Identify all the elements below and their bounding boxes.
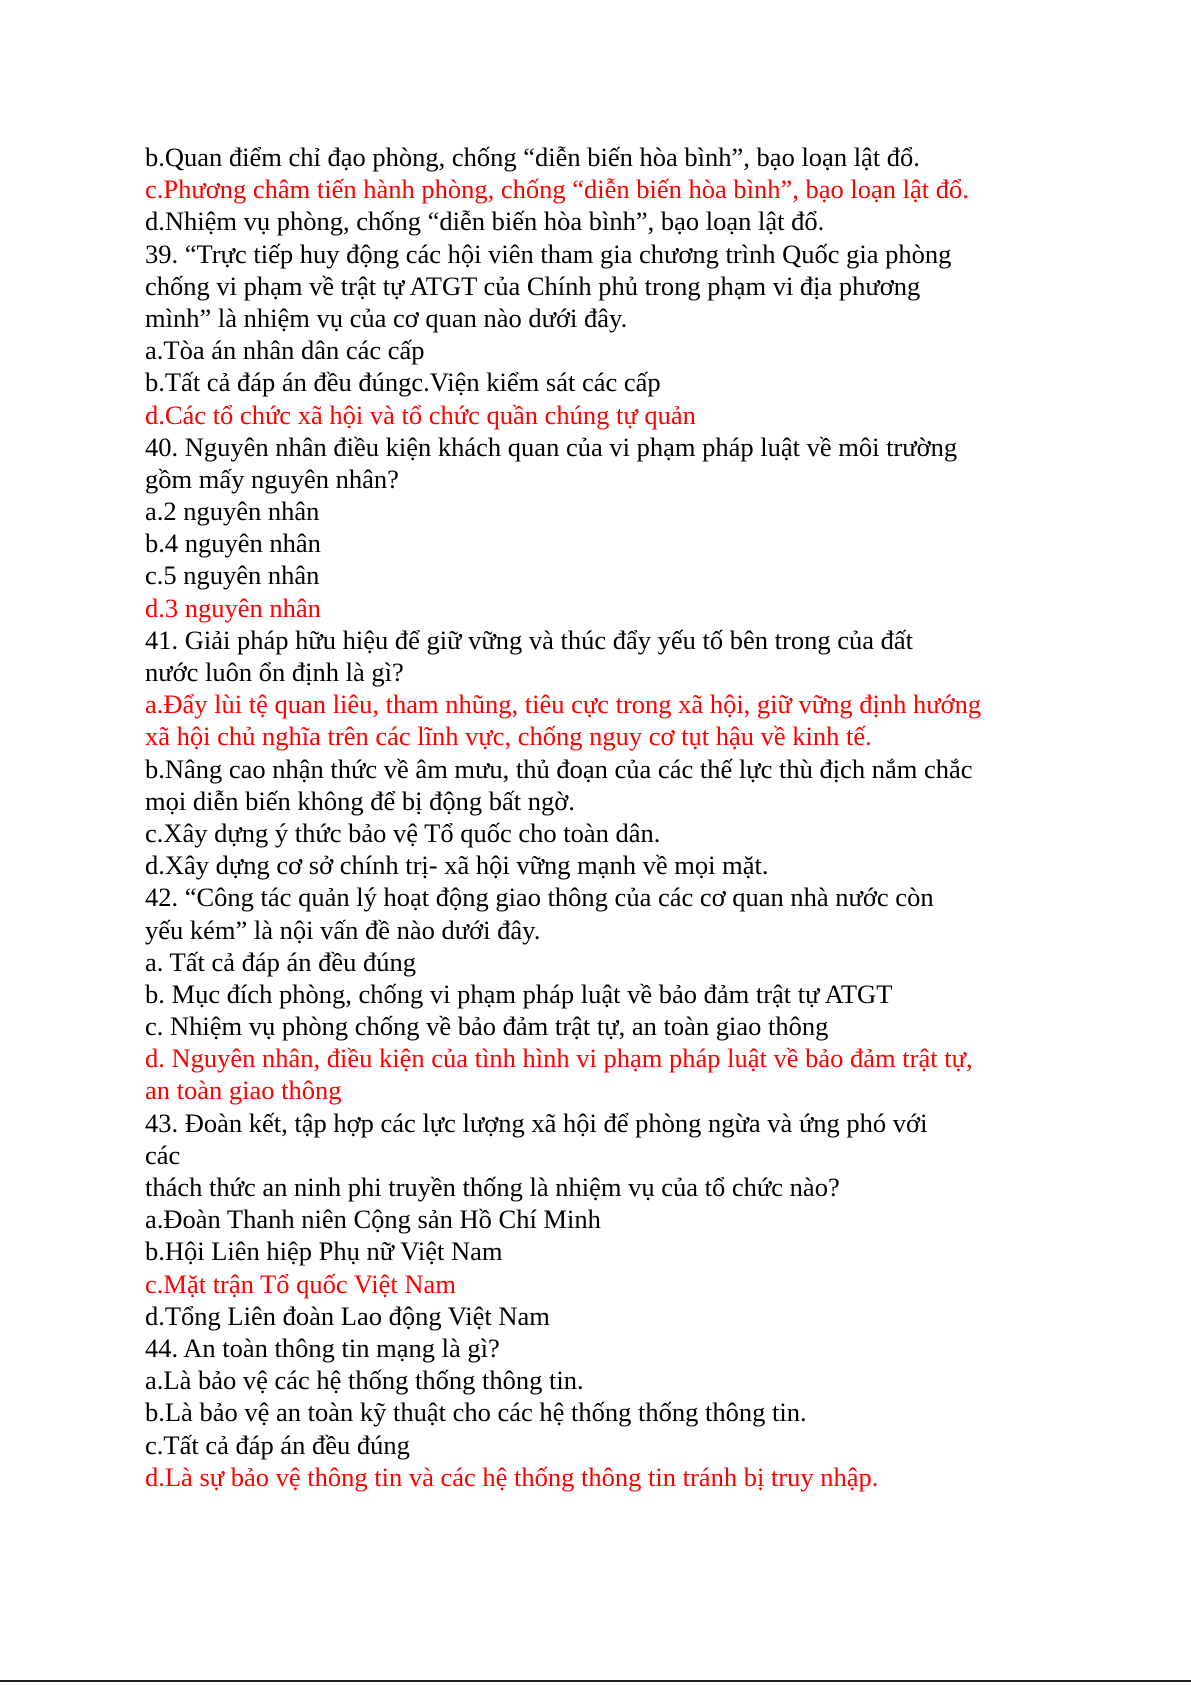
text-line: a.Là bảo vệ các hệ thống thống thông tin. xyxy=(145,1365,584,1396)
text-line: mình” là nhiệm vụ của cơ quan nào dưới đây. xyxy=(145,302,628,333)
text-line: b.Tất cả đáp án đều đúngc.Viện kiểm sát các cấp xyxy=(145,367,661,398)
page-bottom-divider xyxy=(0,1680,1191,1682)
text-line: c. Nhiệm vụ phòng chống về bảo đảm trật tự, an toàn giao thông xyxy=(145,1011,829,1042)
answer-line: xã hội chủ nghĩa trên các lĩnh vực, chống nguy cơ tụt hậu về kinh tế. xyxy=(145,721,872,752)
text-line: mọi diễn biến không để bị động bất ngờ. xyxy=(145,785,575,816)
text-line: c.Xây dựng ý thức bảo vệ Tổ quốc cho toàn dân. xyxy=(145,817,661,848)
text-line: các xyxy=(145,1139,181,1170)
text-line: a.2 nguyên nhân xyxy=(145,496,320,527)
answer-line: d.3 nguyên nhân xyxy=(145,592,321,623)
text-line: a.Tòa án nhân dân các cấp xyxy=(145,335,425,366)
text-line: b.Là bảo vệ an toàn kỹ thuật cho các hệ thống thống thông tin. xyxy=(145,1397,807,1428)
answer-line: c.Phương châm tiến hành phòng, chống “diễn biến hòa bình”, bạo loạn lật đổ. xyxy=(145,174,969,205)
text-line: d.Nhiệm vụ phòng, chống “diễn biến hòa bình”, bạo loạn lật đổ. xyxy=(145,206,825,237)
text-line: 44. An toàn thông tin mạng là gì? xyxy=(145,1332,500,1363)
answer-line: c.Mặt trận Tổ quốc Việt Nam xyxy=(145,1268,456,1299)
text-line: b.Nâng cao nhận thức về âm mưu, thủ đoạn của các thế lực thù địch nắm chắc xyxy=(145,753,973,784)
text-line: b.4 nguyên nhân xyxy=(145,528,321,559)
answer-line: d.Các tổ chức xã hội và tổ chức quần chúng tự quản xyxy=(145,399,696,430)
text-line: yếu kém” là nội vấn đề nào dưới đây. xyxy=(145,914,541,945)
text-line: nước luôn ổn định là gì? xyxy=(145,657,404,687)
text-line: c.5 nguyên nhân xyxy=(145,560,320,591)
text-line: gồm mấy nguyên nhân? xyxy=(145,463,399,494)
text-line: a.Đoàn Thanh niên Cộng sản Hồ Chí Minh xyxy=(145,1204,601,1235)
text-line: 40. Nguyên nhân điều kiện khách quan của vi phạm pháp luật về môi trường xyxy=(145,431,958,462)
quiz-text-body xyxy=(145,141,1045,1493)
answer-line: d. Nguyên nhân, điều kiện của tình hình vi phạm pháp luật về bảo đảm trật tự, xyxy=(145,1043,973,1074)
text-line: 39. “Trực tiếp huy động các hội viên tham gia chương trình Quốc gia phòng xyxy=(145,238,952,269)
answer-line: a.Đẩy lùi tệ quan liêu, tham nhũng, tiêu cực trong xã hội, giữ vững định hướng xyxy=(145,689,982,720)
text-line: 43. Đoàn kết, tập hợp các lực lượng xã hội để phòng ngừa và ứng phó với xyxy=(145,1107,928,1138)
text-line: 41. Giải pháp hữu hiệu để giữ vững và thúc đẩy yếu tố bên trong của đất xyxy=(145,624,913,655)
text-line: a. Tất cả đáp án đều đúng xyxy=(145,946,417,977)
text-line: d.Tổng Liên đoàn Lao động Việt Nam xyxy=(145,1300,550,1331)
text-line: b. Mục đích phòng, chống vi phạm pháp luật về bảo đảm trật tự ATGT xyxy=(145,978,893,1009)
text-line: thách thức an ninh phi truyền thống là nhiệm vụ của tổ chức nào? xyxy=(145,1172,840,1202)
answer-line: an toàn giao thông xyxy=(145,1075,342,1106)
text-line: chống vi phạm về trật tự ATGT của Chính phủ trong phạm vi địa phương xyxy=(145,270,921,301)
text-line: b.Quan điểm chỉ đạo phòng, chống “diễn biến hòa bình”, bạo loạn lật đổ. xyxy=(145,142,920,172)
answer-line: d.Là sự bảo vệ thông tin và các hệ thống thông tin tránh bị truy nhập. xyxy=(145,1461,879,1492)
text-line: d.Xây dựng cơ sở chính trị- xã hội vững mạnh về mọi mặt. xyxy=(145,850,769,881)
text-line: 42. “Công tác quản lý hoạt động giao thông của các cơ quan nhà nước còn xyxy=(145,882,934,913)
text-line: b.Hội Liên hiệp Phụ nữ Việt Nam xyxy=(145,1236,503,1267)
text-line: c.Tất cả đáp án đều đúng xyxy=(145,1429,410,1460)
